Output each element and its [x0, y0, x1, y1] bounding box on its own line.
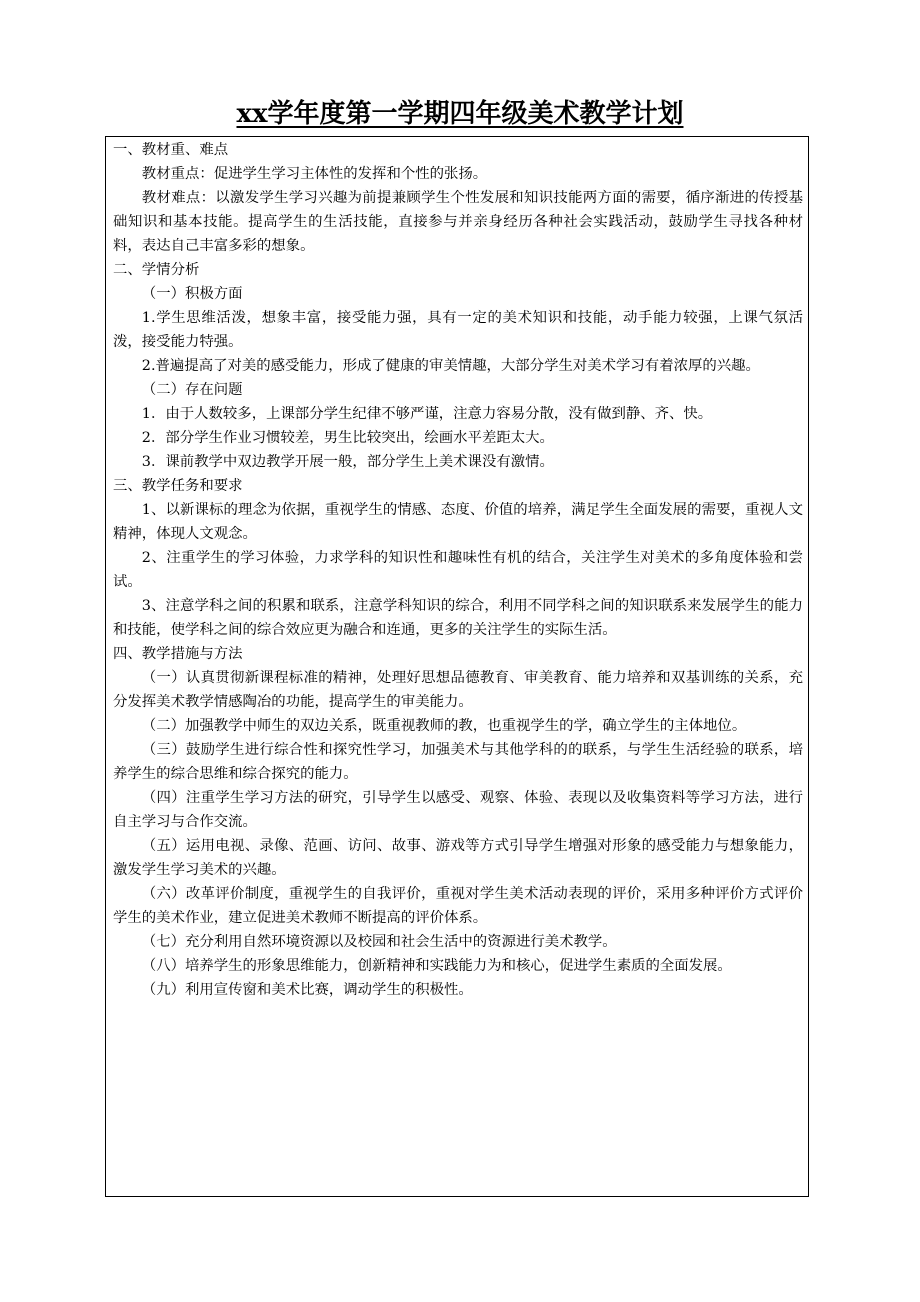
paragraph: 1．由于人数较多，上课部分学生纪律不够严谨，注意力容易分散，没有做到静、齐、快。: [141, 406, 713, 422]
paragraph: （二）加强教学中师生的双边关系，既重视教师的教，也重视学生的学，确立学生的主体地位。: [141, 718, 747, 734]
paragraph: （八）培养学生的形象思维能力，创新精神和实践能力为和核心，促进学生素质的全面发展。: [141, 958, 732, 974]
paragraph: 教材难点：以激发学生学习兴趣为前提兼顾学生个性发展和知识技能两方面的需要，循序渐进的传授基础知识和基本技能。提高学生的生活技能，直接参与并亲身经历各种社会实践活动，鼓励学生寻找各种材料，表达自己丰富多彩的想象。: [113, 190, 803, 254]
subsection-heading: （一）积极方面: [141, 286, 243, 302]
paragraph: （一）认真贯彻新课程标准的精神，处理好思想品德教育、审美教育、能力培养和双基训练的关系，充分发挥美术教学情感陶冶的功能，提高学生的审美能力。: [113, 670, 803, 710]
subsection-heading: （二）存在问题: [141, 382, 243, 398]
paragraph: 2、注重学生的学习体验，力求学科的知识性和趣味性有机的结合，关注学生对美术的多角度体验和尝试。: [113, 550, 803, 590]
paragraph: （九）利用宣传窗和美术比赛，调动学生的积极性。: [141, 982, 473, 998]
paragraph: 3、注意学科之间的积累和联系，注意学科知识的综合，利用不同学科之间的知识联系来发展学生的能力和技能，使学科之间的综合效应更为融合和连通，更多的关注学生的实际生活。: [113, 598, 803, 638]
paragraph: （七）充分利用自然环境资源以及校园和社会生活中的资源进行美术教学。: [141, 934, 617, 950]
document-title: [0, 96, 920, 132]
content-body: [113, 138, 803, 1002]
paragraph: （四）注重学生学习方法的研究，引导学生以感受、观察、体验、表现以及收集资料等学习方法，进行自主学习与合作交流。: [113, 790, 803, 830]
paragraph: 教材重点：促进学生学习主体性的发挥和个性的张扬。: [141, 166, 488, 182]
document-title-text: xx学年度第一学期四年级美术教学计划: [236, 99, 684, 129]
section-heading: 二、学情分析: [113, 262, 200, 278]
paragraph: （三）鼓励学生进行综合性和探究性学习，加强美术与其他学科的的联系，与学生生活经验的联系，培养学生的综合思维和综合探究的能力。: [113, 742, 803, 782]
paragraph: 1.学生思维活泼，想象丰富，接受能力强，具有一定的美术知识和技能，动手能力较强，上课气氛活泼，接受能力特强。: [113, 310, 803, 350]
section-heading: 四、教学措施与方法: [113, 646, 243, 662]
paragraph: （六）改革评价制度，重视学生的自我评价，重视对学生美术活动表现的评价，采用多种评价方式评价学生的美术作业，建立促进美术教师不断提高的评价体系。: [113, 886, 803, 926]
section-heading: 一、教材重、难点: [113, 142, 229, 158]
paragraph: 2．部分学生作业习惯较差，男生比较突出，绘画水平差距太大。: [141, 430, 554, 446]
section-heading: 三、教学任务和要求: [113, 478, 243, 494]
paragraph: （五）运用电视、录像、范画、访问、故事、游戏等方式引导学生增强对形象的感受能力与想象能力，激发学生学习美术的兴趣。: [113, 838, 803, 878]
paragraph: 2.普遍提高了对美的感受能力，形成了健康的审美情趣，大部分学生对美术学习有着浓厚的兴趣。: [141, 358, 760, 374]
paragraph: 1、以新课标的理念为依据，重视学生的情感、态度、价值的培养，满足学生全面发展的需要，重视人文精神，体现人文观念。: [113, 502, 803, 542]
paragraph: 3．课前教学中双边教学开展一般，部分学生上美术课没有激情。: [141, 454, 554, 470]
